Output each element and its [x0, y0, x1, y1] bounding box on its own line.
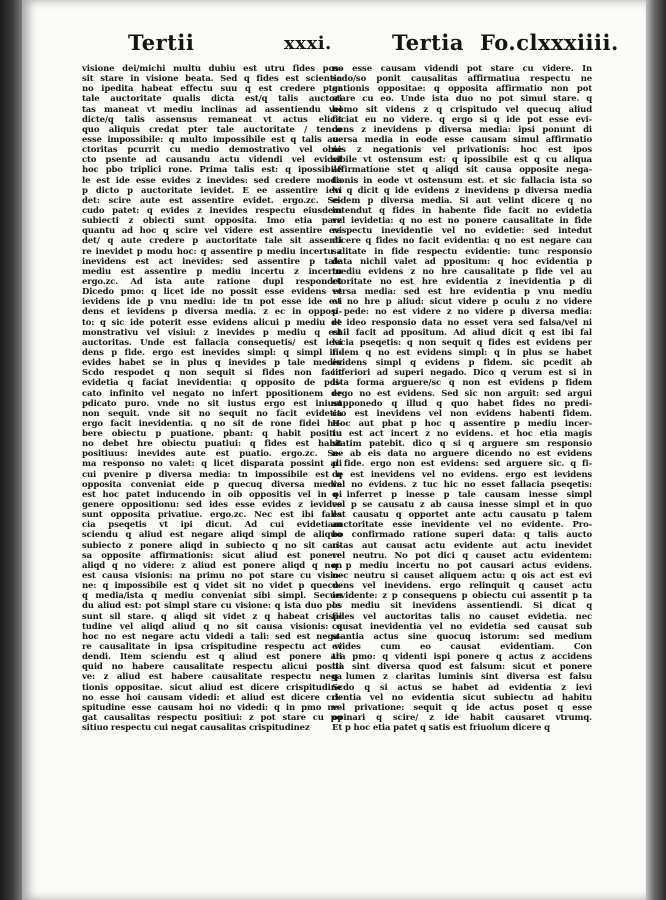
text-line: sciendu q aliud est negare aliqd simpl de aliquo — [82, 530, 342, 541]
text-line: evidens simpl q evidens p fidem. sic pcedit ab — [332, 358, 592, 369]
text-line: ne: q impossibile est q videt sit no videt p quecu- — [82, 581, 342, 592]
text-line: tas maneat vt mediu inclinas ad assentiendu vel — [82, 104, 342, 115]
text-line: sunt opposita privatiue. ergo.zc. Nec est ibi falla — [82, 510, 342, 521]
text-line: opinari q scire/ z ide habit causaret vtrumq. — [332, 713, 592, 723]
text-line: spitudine esse causam hoi no videdi: q in pmo ne- — [82, 702, 342, 713]
text-line: dicere q fides no facit evidentia: q no est negare cau — [332, 236, 592, 247]
text-line: q p mediu incertu no pot causari actus evidens. — [332, 560, 592, 571]
text-line: monstrativu vel visiui: z inevides p mediu q est — [82, 327, 342, 338]
text-line: hoc no est negare actu videdi a tali: sed est nega- — [82, 631, 342, 642]
text-line: q media/ista q mediu conveniat sibi simpl. Secun — [82, 591, 342, 602]
folio-number: Fo.clxxxiiii. — [480, 30, 619, 55]
text-line: cato infinito vel negato no infert ppositionem de — [82, 388, 342, 399]
text-line: du aliud est: pot simpl stare cu visione: q ista duo pos — [82, 601, 342, 612]
text-line: evides cum eo causat evidentiam. Con — [332, 642, 592, 653]
text-line: affirmatione stet q aliqd sit causa opposite nega- — [332, 165, 592, 176]
header-chapter-number: xxxi. — [284, 33, 332, 54]
text-line: subiecto z ponere aliqd in subiecto q no sit cau- — [82, 540, 342, 551]
text-line: dens z inevidens p diversa media: ipsi ponunt di — [332, 124, 592, 135]
text-line: dendi. Item sciendu est q aliud est ponere ali — [82, 652, 342, 663]
text-line: Et p hoc etia patet q satis est friuolum dicere q — [332, 723, 550, 734]
text-line: q lumen z claritas luminis sint diversa est falsu — [332, 672, 592, 683]
text-line: et ideo responsio data no esset vera sed falsa/vel ni — [332, 317, 592, 328]
text-line: chil facit ad ppositum. Ad aliud dicit q est ibi fal — [332, 327, 592, 338]
text-line: ritas aut causat actu evidente aut actu inevidet — [332, 540, 592, 551]
text-line: det/ q aute credere p auctoritate tale sit assenti — [82, 236, 342, 247]
text-line: versa media: sed est hre evidentia p vnu mediu — [332, 287, 592, 298]
text-line: ne ab eis data no arguere dicendo no est evidens — [332, 449, 592, 460]
text-line: uersa media in eode esse causam simul affirmatio — [332, 134, 592, 145]
header-book-label: Tertii — [128, 30, 195, 55]
text-line: et no hre p aliud: sicut videre p oculu z no videre — [332, 297, 592, 308]
text-line: stare cu eo. Unde ista duo no pot simul stare. q — [332, 94, 592, 105]
text-line: tionis oppositae. sicut aliud est dicere crispitudine — [82, 682, 342, 693]
text-line: respectu inevidentie vel no evidetie: sed intedut — [332, 226, 592, 237]
text-line: auctoritas. Unde est fallacia consequetis/ est ievi — [82, 337, 342, 348]
text-line: ievidens ide p vnu mediu: ide tn pot esse ide evi — [82, 297, 342, 308]
text-line: lacia pseqetis: q non sequit q fides est evidens per — [332, 337, 592, 348]
text-line: est causa visionis: na primu no pot stare cu visio- — [82, 571, 342, 582]
text-line: salitate in fide respectu evidentie: tunc responsio — [332, 246, 592, 257]
text-line: p pede: no est videre z no videre p diversa media: — [332, 307, 592, 318]
text-line: sunt sil stare. q aliqd sit videt z q habeat crispi — [82, 611, 342, 622]
book-page — [22, 0, 646, 900]
text-line: ma responso no valet: q licet disparata possint ali — [82, 459, 342, 470]
text-line: quid no habere causalitate respectu alicui positi — [82, 662, 342, 673]
text-line: tale auctoritate qualis dicta est/q talis auctori — [82, 94, 342, 105]
text-line: scdo/so ponit causalitas affirmatiua respectu ne — [332, 74, 592, 85]
text-line: ctoritate no est hre evidentia z inevidentia p di — [332, 276, 592, 287]
text-line: no esse causam videndi pot stare cu videre. In — [332, 64, 592, 74]
text-line: auctoritate esse inevidente vel no evidente. Pro- — [332, 520, 592, 531]
text-line: re causalitate in ipsa crispitudine respectu act vi — [82, 642, 342, 653]
scan-fore-edge — [646, 0, 666, 900]
text-line: Dicedo pmo: q licet ide no possit esse evidens et — [82, 287, 342, 298]
text-line: le mediu sit inevidens assentiendi. Si dicat q — [332, 601, 592, 612]
text-line: est hoc patet inducendo in oib oppositis vel in oi — [82, 489, 342, 500]
text-line: ista forma arguere/sc q non est evidens p fidem — [332, 378, 592, 389]
text-line: causat inevidentia vel no evidetia sed causat sub — [332, 621, 592, 632]
text-line: bo confirmado ratione superi data: q talis aucto — [332, 530, 592, 541]
text-line: intendut q fides in habente fide facit no evidetia — [332, 205, 592, 216]
text-line: quantu ad hoc q scire vel videre est assentire evi — [82, 226, 342, 237]
text-line: vel ievidetia: q no est no ponere causalitate in fide — [332, 216, 592, 227]
text-line: supponedo q illud q quo habet fides no predi- — [332, 398, 592, 409]
text-line: no ipedita habeat effectu suu q est credere pter — [82, 84, 342, 95]
text-line: mediu evidens z no hre causalitate p fide vel au — [332, 266, 592, 277]
text-line: eidem p diversa media. Si aut velint dicere q no — [332, 195, 592, 206]
text-line: tu est act incert z no evidens. et hoc etia magis — [332, 429, 592, 440]
text-line: tia sint diversa quod est falsum: sicut et ponere — [332, 662, 592, 673]
text-line: ve: z aliud est habere causalitate respectu nega — [82, 672, 342, 683]
text-line: p dicto p auctoritate ievidet. E ee assentire ievi — [82, 185, 342, 196]
text-line: Scdo q si actus se habet ad evidentia z ievi — [332, 682, 592, 693]
text-line: re inevidet p modu hoc: q assentire p mediu incertu z — [82, 246, 342, 257]
text-line: lu q dicit q ide evidens z inevidens p diversa media — [332, 185, 592, 196]
text-line: evides habet se in plus q inevides p tale mediu — [82, 358, 342, 369]
text-line: homo sit videns z q crispitudo vel quecuq aliud — [332, 104, 592, 115]
text-line: vel privatione: sequit q ide actus poset q esse — [332, 702, 592, 713]
text-line: inevidens est act inevides: sed assentire p tale — [82, 256, 342, 267]
text-line: dicte/q talis assensus remaneat vt actus elicit — [82, 114, 342, 125]
text-line: tudine vel aliqd aliud q no sit causa visionis: q — [82, 621, 342, 632]
scan-binding-edge — [0, 0, 22, 900]
text-line: to: q sic ide poterit esse evidens alicui p mediu de — [82, 317, 342, 328]
text-line: ctoritas pcurrit cu medio demostrativo vel obie — [82, 145, 342, 156]
text-line: genere oppositionu: sed ides esse evides z ievides — [82, 500, 342, 511]
text-line: fidem q no est evidens simpl: q in plus se habet — [332, 347, 592, 358]
text-line: cto est inevidens vel non evidens habenti fidem. — [332, 408, 592, 419]
text-line: gat causalitas respectu positiui: z pot stare cu po — [82, 713, 342, 723]
text-line: dentia vel no evidentia sicut subiectu ad habitu — [332, 692, 592, 703]
text-line: vel neutru. No pot dici q causet actu evidentem: — [332, 550, 592, 561]
text-line: dens vel inevidens. ergo relinquit q causet actu — [332, 581, 592, 592]
text-line: bere obiectu p puatione. pbant: q habit positiu — [82, 429, 342, 440]
text-line: data nichil valet ad ppositum: q hoc evidentia p — [332, 256, 592, 267]
text-line: evidetia q faciat inevidentia: q opposito de pdi- — [82, 378, 342, 389]
text-line: cudo patet: q evides z inevides respectu eiusdem — [82, 205, 342, 216]
text-line: pdicato puro. vnde no sit iustus ergo est iniust — [82, 398, 342, 409]
header-section-label: Tertia — [392, 30, 464, 55]
text-line: dens p fide. ergo est inevides simpl: q simpl in- — [82, 347, 342, 358]
text-line: tionis in eode vt ostensum est. et sic fallacia ista so — [332, 175, 592, 186]
text-line: positiuus: inevides aute est puatio. ergo.zc. Se- — [82, 449, 342, 460]
text-line: q inferret p inesse p tale causam inesse simpl — [332, 489, 592, 500]
text-line: hoc pbo triplici rone. Prima talis est: q ipossibile — [82, 165, 342, 176]
text-line: opposita conveniat eide p quecuq diversa media — [82, 479, 342, 490]
text-line: subiecti z obiecti sunt opposita. Imo etia parz — [82, 216, 342, 227]
text-line: no esse hoi causam videdi: et aliud est dicere cri- — [82, 692, 342, 703]
text-line: quo aliquis credat pter tale auctoritate / tenco — [82, 124, 342, 135]
text-line: cto psente ad causandu actu videndi vel evidet — [82, 155, 342, 166]
text-line: cia pseqetis vt ipi dicut. Ad cui evidetiam — [82, 520, 342, 531]
text-line: Hoc aut pbat p hoc q assentire p mediu incer- — [332, 418, 592, 429]
text-line: non sequit. vnde sit no sequit no facit evidetia — [82, 408, 342, 419]
text-line: nec neutru si causet aliquem actu: q ois act est evi — [332, 571, 592, 582]
text-line: sibile vt ostensum est: q ipossibile est q cu aliqua — [332, 155, 592, 166]
text-line: stantia actus sine quocuq istorum: sed medium — [332, 631, 592, 642]
text-line: nis z negationis vel privationis: hoc est ipos — [332, 145, 592, 156]
text-line: ergo facit inevidentia. q no sit de rone fidei ha- — [82, 418, 342, 429]
text-line: visione dei/michi multu dubiu est utru fides pos- — [82, 64, 342, 74]
text-line: sit stare in visione beata. Sed q fides est scientia — [82, 74, 342, 85]
text-line: ergo.zc. Ad ista aute ratione dupl respondet — [82, 276, 342, 287]
text-line: Scdo respodet q non sequit si fides non facit — [82, 368, 342, 379]
text-line: p fide. ergo non est evidens: sed arguere sic. q fi- — [332, 459, 592, 470]
left-text-column — [82, 64, 342, 733]
text-line: sitiuo respectu cui negat causalitas crispitudinez — [82, 723, 310, 734]
text-line: est causatu q opportet ante actu causatu p talem — [332, 510, 592, 521]
text-line: det: scire aute est assentire evidet. ergo.zc. Se- — [82, 195, 342, 206]
text-line: gationis oppositae: q opposita affirmatio non pot — [332, 84, 592, 95]
text-line: vel no evidens. z tuc hic no esset fallacia pseqetis: — [332, 479, 592, 490]
text-line: vel p se causatu z ab causa inesse simpl et in quo — [332, 500, 592, 511]
text-line: no debet hre obiectu puatiui: q fides est habit — [82, 439, 342, 450]
text-line: le est ide esse evides z inevides: sed credere modo — [82, 175, 342, 186]
text-line: tra pmo: q videnti ispi ponere q actus z accidens — [332, 652, 592, 663]
text-line: mediu est assentire p mediu incertu z incertu — [82, 266, 342, 277]
text-line: de est inevidens vel no evidens. ergo est ievidens — [332, 469, 592, 480]
text-line: ievidente: z p consequens p obiectu cui assentit p ta — [332, 591, 592, 602]
right-text-column — [332, 64, 592, 733]
text-line: dens et ievidens p diversa media. z ec in opposi- — [82, 307, 342, 318]
text-line: ergo no est evidens. Sed sic non arguit: sed argui — [332, 388, 592, 399]
text-line: esse impossibile: q multo impossibile est q talis au- — [82, 134, 342, 145]
text-line: inferiori ad superi negado. Dico q verum est si in — [332, 368, 592, 379]
text-line: faciat eu no videre. q ergo si q ide pot esse evi- — [332, 114, 592, 125]
text-line: aliqd q no videre: z aliud est ponere aliqd q non — [82, 560, 342, 571]
text-line: sa opposite affirmationis: sicut aliud est ponere — [82, 550, 342, 561]
text-line: fides vel auctoritas talis no causet evidetia. nec — [332, 611, 592, 622]
text-line: cui pvenire p diversa media: tn impossibile est q — [82, 469, 342, 480]
text-line: statim patebit. dico q si q arguere sm responsio — [332, 439, 592, 450]
